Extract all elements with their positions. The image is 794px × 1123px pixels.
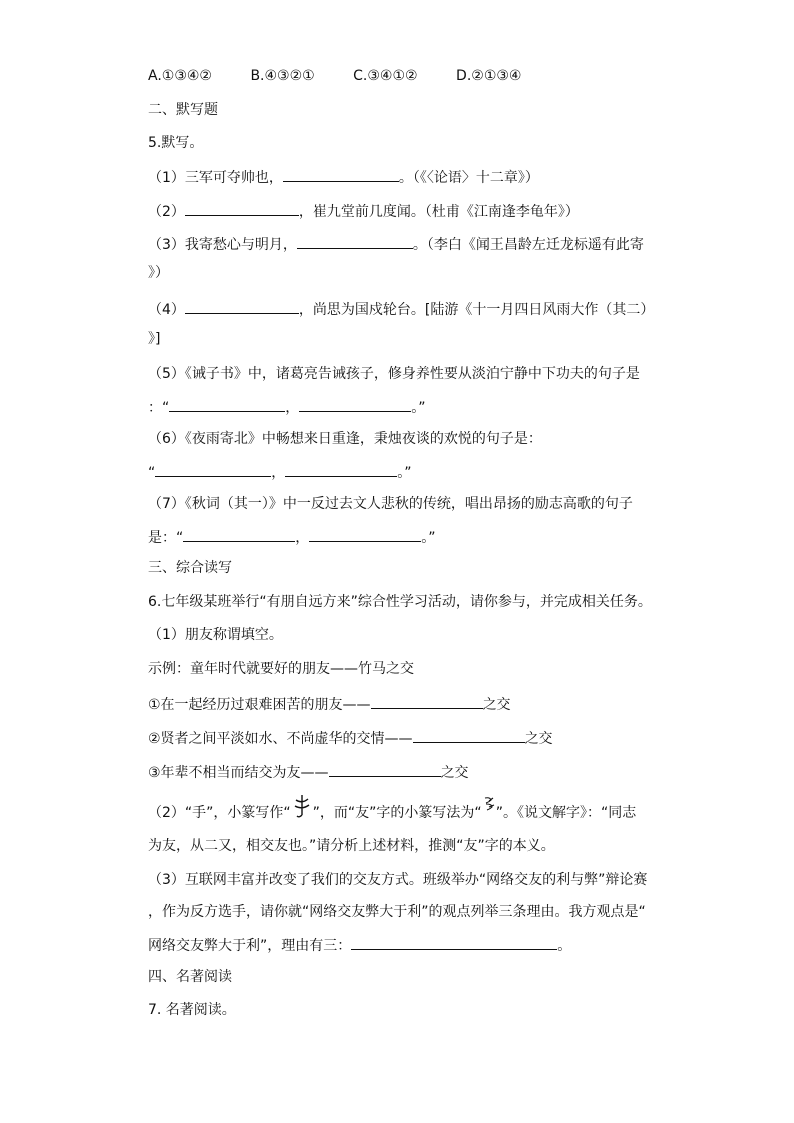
subquestion-2-cont: 为友，从二又，相交友也。”请分析上述材料，推测“友”字的本义。 [148, 838, 555, 854]
dictation-3-cont: 》） [148, 265, 169, 281]
answer-blank[interactable] [299, 396, 411, 412]
subquestion-2 [148, 803, 636, 823]
answer-blank[interactable] [183, 526, 295, 542]
answer-blank[interactable] [371, 693, 483, 709]
answer-blank[interactable] [413, 727, 525, 743]
seal-script-you-icon [482, 803, 496, 821]
answer-blank[interactable] [185, 200, 299, 216]
dictation-1-text: （1）三军可夺帅也， [148, 170, 283, 186]
section-4-heading: 四、名著阅读 [148, 969, 232, 985]
fill-item-1-text: ①在一起经历过艰难困苦的朋友—— [148, 697, 371, 713]
dictation-5: （5）《诫子书》中，诸葛亮告诫孩子，修身养性要从淡泊宁静中下功夫的句子是 [148, 366, 640, 382]
dictation-7: （7）《秋词（其一）》中一反过去文人悲秋的传统，唱出昂扬的励志高歌的句子 [148, 496, 633, 512]
answer-blank[interactable] [185, 298, 299, 314]
answer-blank[interactable] [169, 396, 285, 412]
answer-blank[interactable] [351, 934, 557, 950]
question-5: 5.默写。 [148, 135, 204, 151]
option-a: A.①③④② [148, 68, 212, 84]
option-d: D.②①③④ [456, 68, 522, 84]
answer-blank[interactable] [283, 166, 399, 182]
answer-blank[interactable] [309, 526, 421, 542]
dictation-6-answer [148, 461, 412, 483]
subquestion-3-text: 网络交友弊大于利”，理由有三： [148, 938, 352, 954]
dictation-4-num: （4） [148, 302, 185, 318]
subquestion-3-answer [148, 934, 571, 956]
quote-open: “ [148, 465, 156, 481]
section-2-heading: 二、默写题 [148, 102, 218, 118]
quote-close: 。” [397, 465, 412, 481]
dictation-1-source: 。（《〈论语〉十二章》） [398, 170, 539, 186]
fill-item-2 [148, 727, 553, 749]
quote-close: 。” [421, 530, 436, 546]
comma: ， [271, 465, 286, 481]
quote-close: 。” [411, 400, 426, 416]
option-b: B.④③②① [250, 68, 315, 84]
subquestion-3-cont: ，作为反方选手，请你就“网络交友弊大于利”的观点列举三条理由。我方观点是“ [148, 904, 646, 920]
dictation-2-num: （2） [148, 204, 185, 220]
question-7: 7. 名著阅读。 [148, 1002, 236, 1018]
answer-blank[interactable] [297, 233, 413, 249]
dictation-4 [148, 298, 654, 320]
fill-item-2-text: ②贤者之间平淡如水、不尚虚华的交情—— [148, 731, 413, 747]
dictation-3-text: （3）我寄愁心与明月， [148, 237, 297, 253]
fill-item-3-text: ③年辈不相当而结交为友—— [148, 765, 329, 781]
answer-blank[interactable] [329, 761, 441, 777]
dictation-2-text: ，崔九堂前几度闻。（杜甫《江南逢李龟年》） [298, 204, 579, 220]
dictation-6: （6）《夜雨寄北》中畅想来日重逢，秉烛夜谈的欢悦的句子是： [148, 431, 542, 447]
comma: ， [295, 530, 310, 546]
dictation-3 [148, 233, 644, 255]
dictation-1 [148, 166, 539, 188]
example-line: 示例：童年时代就要好的朋友——竹马之交 [148, 661, 414, 677]
dictation-4-text: ，尚思为国戍轮台。[陆游《十一月四日风雨大作（其二） [298, 302, 655, 318]
period: 。 [557, 938, 572, 954]
suffix: 之交 [482, 697, 511, 713]
options-row [148, 66, 555, 86]
fill-item-3 [148, 761, 469, 783]
answer-blank[interactable] [155, 461, 271, 477]
subquestion-2-text-c: ”。《说文解字》：“同志 [495, 805, 637, 821]
subquestion-1: （1）朋友称谓填空。 [148, 627, 283, 643]
dictation-4-cont: 》] [148, 331, 161, 347]
dictation-3-source: 。（李白《闻王昌龄左迁龙标遥有此寄 [412, 237, 644, 253]
suffix: 之交 [440, 765, 469, 781]
subquestion-3: （3）互联网丰富并改变了我们的交友方式。班级举办“网络交友的利与弊”辩论赛 [148, 872, 648, 888]
fill-item-1 [148, 693, 511, 715]
section-3-heading: 三、综合读写 [148, 560, 232, 576]
quote-open: 是：“ [148, 530, 184, 546]
dictation-2 [148, 200, 579, 222]
suffix: 之交 [524, 731, 553, 747]
comma: ， [285, 400, 300, 416]
option-c: C.③④①② [353, 68, 418, 84]
dictation-5-answer [148, 396, 426, 418]
dictation-7-answer [148, 526, 436, 548]
seal-script-shou-icon [291, 803, 313, 821]
quote-open: ：“ [148, 400, 170, 416]
question-6: 6.七年级某班举行“有朋自远方来”综合性学习活动，请你参与，并完成相关任务。 [148, 594, 652, 610]
subquestion-2-text-b: ”，而“友”字的小篆写法为“ [312, 805, 482, 821]
answer-blank[interactable] [285, 461, 397, 477]
subquestion-2-text-a: （2）“手”，小篆写作“ [148, 805, 291, 821]
